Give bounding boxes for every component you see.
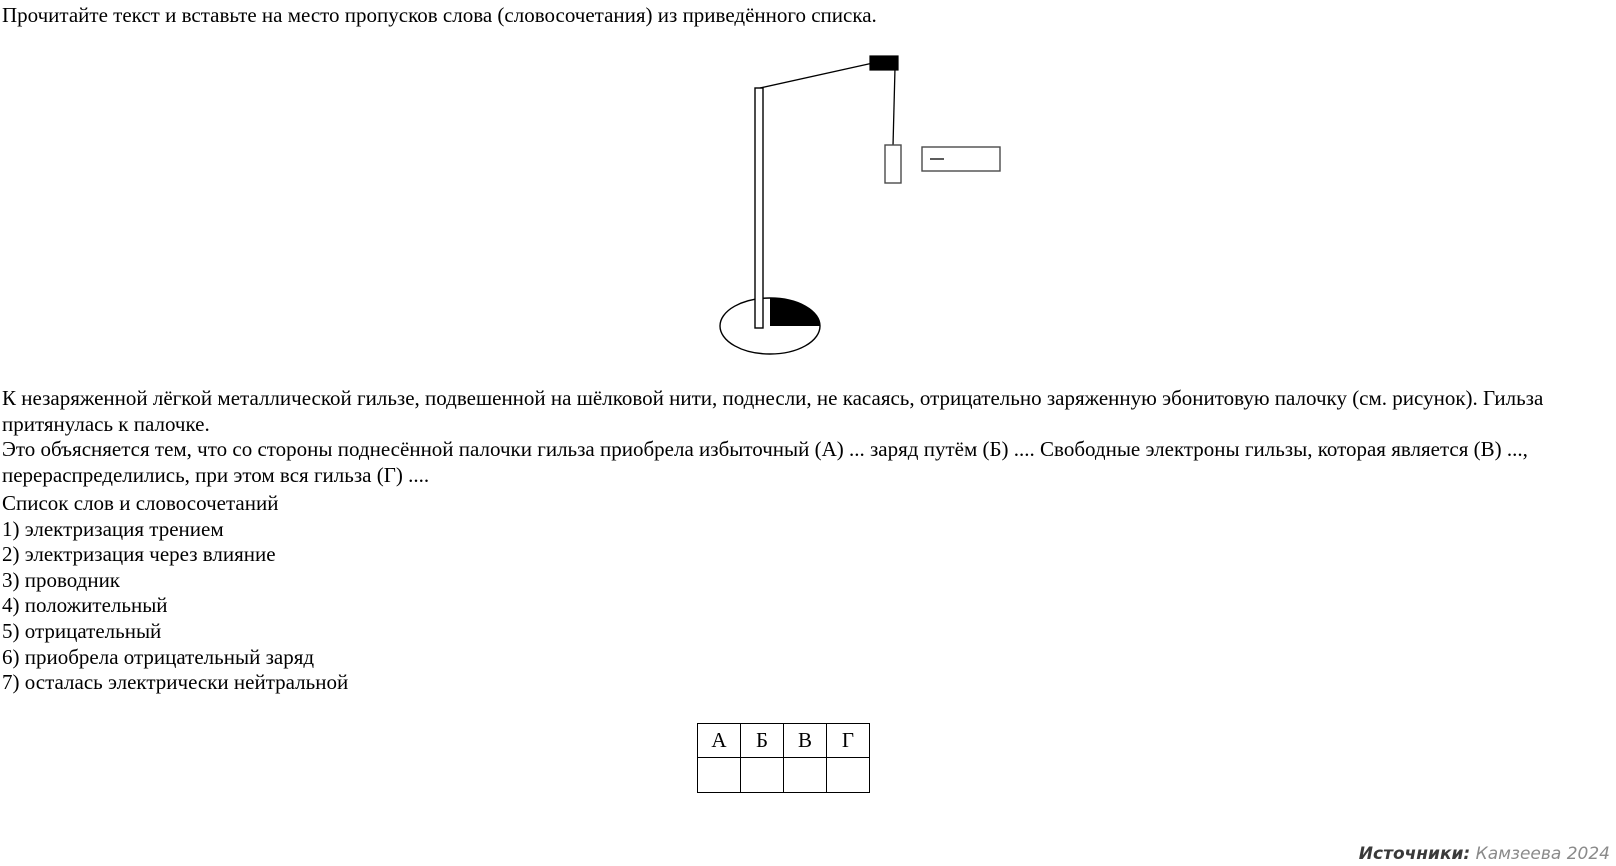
body-paragraph-2: Это объясняется тем, что со стороны поднесённой палочки гильза приобрела избыточный (А) ... заряд путём (Б) .... Свободные электроны гильзы, которая является (В) ..., перераспределились, при этом вся гильза (Г) .... xyxy=(2,437,1528,487)
list-item: 1) электризация трением xyxy=(2,516,224,541)
word-list-block xyxy=(2,491,348,696)
list-item: 5) отрицательный xyxy=(2,618,162,643)
answer-cell-g[interactable] xyxy=(827,758,870,793)
physics-diagram xyxy=(680,46,1040,376)
answer-cell-v[interactable] xyxy=(784,758,827,793)
answer-header-g: Г xyxy=(827,724,870,758)
silk-thread xyxy=(893,68,895,146)
answer-header-b: Б xyxy=(741,724,784,758)
answer-cell-a[interactable] xyxy=(698,758,741,793)
list-item: 6) приобрела отрицательный заряд xyxy=(2,644,315,669)
clamp-block xyxy=(870,56,898,70)
answer-table-header-row xyxy=(698,724,870,758)
list-item: 2) электризация через влияние xyxy=(2,542,276,567)
word-list xyxy=(2,517,348,696)
task-prompt: Прочитайте текст и вставьте на место пропусков слова (словосочетания) из приведённого списка. xyxy=(2,3,877,27)
body-paragraph-1: К незаряженной лёгкой металлической гильзе, подвешенной на шёлковой нити, поднесли, не касаясь, отрицательно заряженную эбонитовую палочку (см. рисунок). Гильза притянулась к палочке. xyxy=(2,386,1544,436)
source-footer xyxy=(1359,844,1610,864)
stand-post xyxy=(755,88,763,328)
answer-header-a: А xyxy=(698,724,741,758)
list-item: 3) проводник xyxy=(2,567,121,592)
stand-arm xyxy=(760,63,873,88)
answer-table xyxy=(697,723,870,793)
task-body xyxy=(2,386,1614,488)
answer-header-v: В xyxy=(784,724,827,758)
word-list-title: Список слов и словосочетаний xyxy=(2,491,279,515)
answer-table-input-row xyxy=(698,758,870,793)
metal-sleeve xyxy=(885,145,901,183)
stand-base-shading xyxy=(770,298,820,326)
source-label: Источники: xyxy=(1358,844,1471,864)
source-value: Камзеева 2024 xyxy=(1475,844,1610,864)
answer-cell-b[interactable] xyxy=(741,758,784,793)
list-item: 7) осталась электрически нейтральной xyxy=(2,670,349,695)
list-item: 4) положительный xyxy=(2,593,168,618)
